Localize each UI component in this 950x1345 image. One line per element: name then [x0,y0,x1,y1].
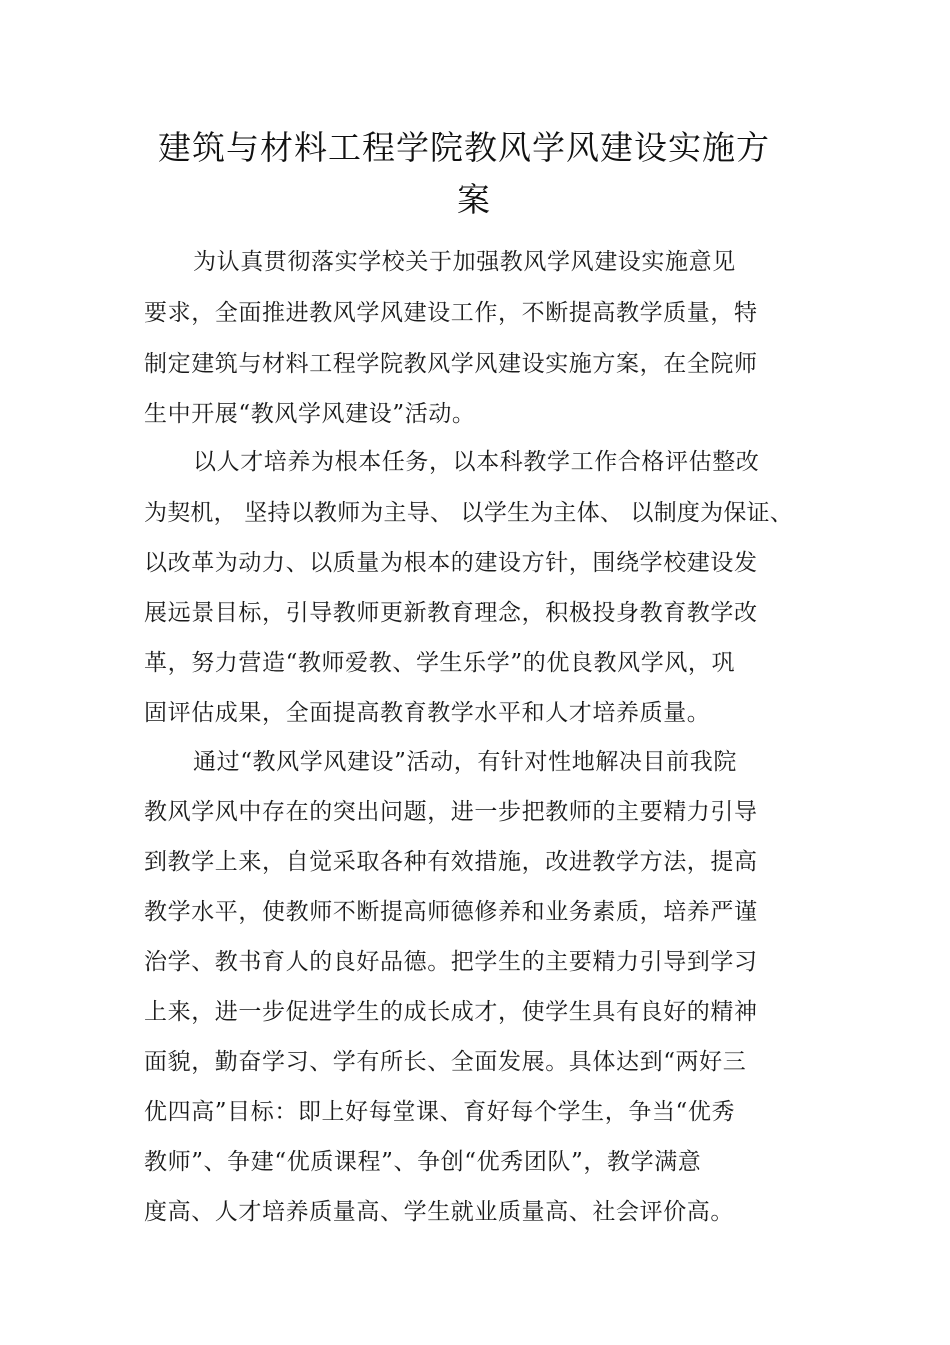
paragraph-3-line-4: 教学水平，使教师不断提高师德修养和业务素质，培养严谨 [144,899,758,925]
paragraph-3-line-3: 到教学上来，自觉采取各种有效措施，改进教学方法，提高 [144,849,758,875]
paragraph-2-line-4: 展远景目标，引导教师更新教育理念，积极投身教育教学改 [144,600,758,626]
paragraph-3-line-2: 教风学风中存在的突出问题，进一步把教师的主要精力引导 [144,799,758,825]
document-title-line-2: 案 [457,180,491,219]
paragraph-3-line-8: 优四高”目标：即上好每堂课、育好每个学生，争当“优秀 [144,1099,736,1125]
paragraph-1-line-3: 制定建筑与材料工程学院教风学风建设实施方案，在全院师 [144,351,758,377]
paragraph-2-line-1: 以人才培养为根本任务，以本科教学工作合格评估整改 [193,449,760,475]
paragraph-3-line-1: 通过“教风学风建设”活动，有针对性地解决目前我院 [193,749,737,775]
paragraph-2-line-5: 革，努力营造“教师爱教、学生乐学”的优良教风学风，巩 [144,650,736,676]
paragraph-2-line-6: 固评估成果，全面提高教育教学水平和人才培养质量。 [144,700,711,726]
paragraph-3-line-10: 度高、人才培养质量高、学生就业质量高、社会评价高。 [144,1199,734,1225]
paragraph-1-line-2: 要求，全面推进教风学风建设工作，不断提高教学质量，特 [144,300,758,326]
paragraph-1-line-4: 生中开展“教风学风建设”活动。 [144,401,476,427]
paragraph-3-line-6: 上来，进一步促进学生的成长成才，使学生具有良好的精神 [144,999,758,1025]
paragraph-2-line-2: 为契机， 坚持以教师为主导、 以学生为主体、 以制度为保证、 [144,500,793,526]
paragraph-3-line-5: 治学、教书育人的良好品德。把学生的主要精力引导到学习 [144,949,758,975]
paragraph-3-line-7: 面貌，勤奋学习、学有所长、全面发展。具体达到“两好三 [144,1049,747,1075]
paragraph-2-line-3: 以改革为动力、以质量为根本的建设方针，围绕学校建设发 [144,550,758,576]
document-title-line-1: 建筑与材料工程学院教风学风建设实施方 [158,128,770,167]
paragraph-1-line-1: 为认真贯彻落实学校关于加强教风学风建设实施意见 [193,249,736,275]
paragraph-3-line-9: 教师”、争建“优质课程”、争创“优秀团队”，教学满意 [144,1149,702,1175]
